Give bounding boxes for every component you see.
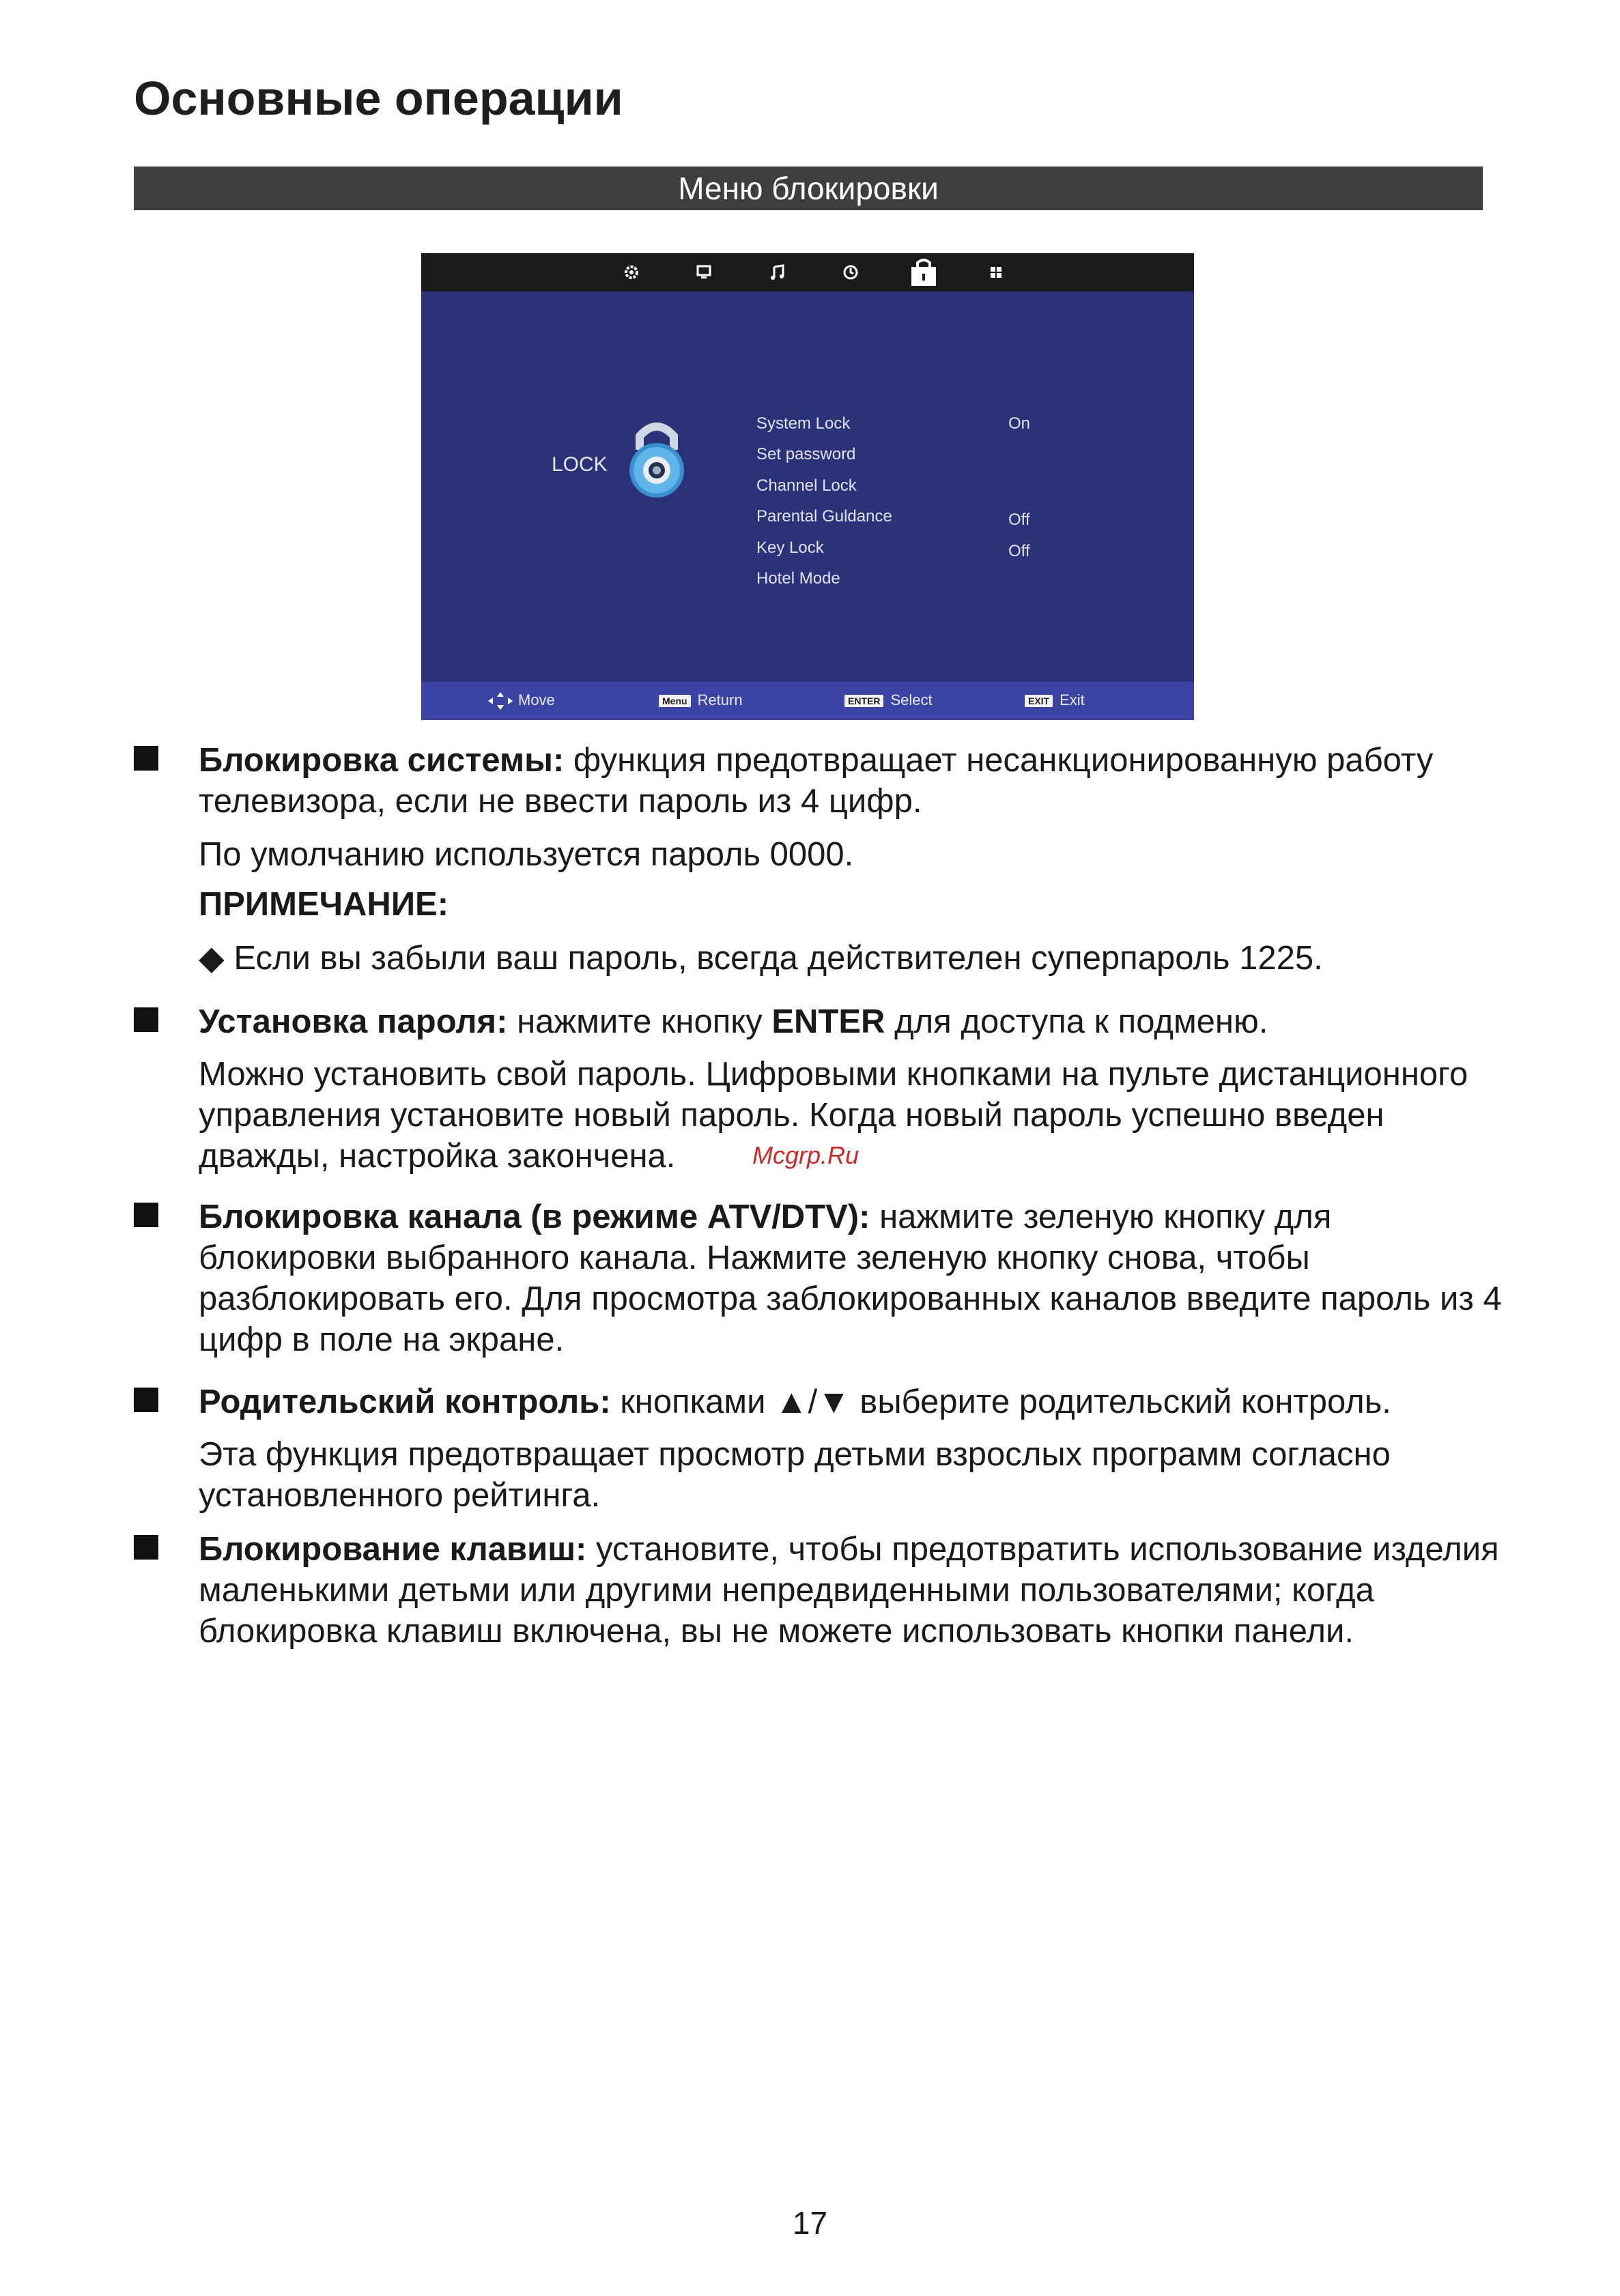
parental-guidance-value: Off <box>1008 511 1030 529</box>
parental-paragraph <box>199 1381 1509 1422</box>
note-text <box>199 938 1509 979</box>
menu-item-key-lock[interactable]: Key Lock <box>756 539 824 557</box>
menu-item-hotel-mode[interactable]: Hotel Mode <box>756 569 840 588</box>
bullet-square <box>134 1388 158 1412</box>
tv-menu-hint-bar <box>421 682 1194 720</box>
padlock-icon <box>619 414 694 499</box>
exit-hint-label: Exit <box>1060 691 1085 708</box>
menu-item-system-lock[interactable]: System Lock <box>756 414 851 433</box>
parental-text: кнопками ▲/▼ выберите родительский контроль. <box>610 1383 1391 1420</box>
return-hint <box>659 691 743 709</box>
exit-hint <box>1025 691 1085 709</box>
menu-key: Menu <box>659 695 691 707</box>
diamond-bullet: ◆ <box>199 940 225 977</box>
enter-key-label: ENTER <box>771 1003 885 1040</box>
key-lock-text: установите, чтобы предотвратить использование изделия маленькими детьми или другими непредвиденными пользователями; когда блокировка клавиш включена, вы не можете использовать кнопки панели. <box>199 1531 1499 1650</box>
monitor-icon[interactable] <box>690 261 717 283</box>
return-hint-label: Return <box>697 691 743 708</box>
move-hint <box>487 691 555 711</box>
parental-details: Эта функция предотвращает просмотр детьми взрослых программ согласно установленного рейтинга. <box>199 1436 1391 1514</box>
tv-lock-menu-screenshot <box>421 253 1194 720</box>
select-hint-label: Select <box>890 691 933 708</box>
key-lock-title: Блокирование клавиш: <box>199 1531 587 1568</box>
page-title: Основные операции <box>134 72 623 125</box>
set-password-text-b: для доступа к подменю. <box>885 1003 1268 1040</box>
channel-lock-text: нажмите зеленую кнопку для блокировки выбранного канала. Нажмите зеленую кнопку снова, чтобы разблокировать его. Для просмотра заблокированных каналов введите пароль из 4 цифр в поле на экране. <box>199 1199 1502 1358</box>
system-lock-text: функция предотвращает несанкционированную работу телевизора, если не ввести пароль из 4 цифр. <box>199 742 1434 820</box>
note-heading: ПРИМЕЧАНИЕ: <box>199 886 449 923</box>
set-password-paragraph <box>199 1001 1509 1042</box>
move-hint-label: Move <box>518 691 555 708</box>
system-lock-paragraph <box>199 740 1509 822</box>
key-lock-value: Off <box>1008 542 1030 560</box>
lock-category-label: LOCK <box>552 453 608 476</box>
default-password-text: По умолчанию используется пароль 0000. <box>199 836 854 873</box>
watermark: Mcgrp.Ru <box>752 1141 859 1169</box>
section-header: Меню блокировки <box>134 167 1483 210</box>
key-lock-paragraph <box>199 1529 1509 1652</box>
page-number: 17 <box>792 2205 828 2241</box>
set-password-details: Можно установить свой пароль. Цифровыми кнопками на пульте дистанционного управления установите новый пароль. Когда новый пароль успешно введен дважды, настройка закончена. <box>199 1056 1468 1175</box>
select-hint <box>844 691 933 709</box>
set-password-text-a: нажмите кнопку <box>507 1003 772 1040</box>
channel-lock-title: Блокировка канала (в режиме ATV/DTV): <box>199 1199 870 1235</box>
super-password-note: Если вы забыли ваш пароль, всегда действителен суперпароль 1225. <box>233 940 1323 977</box>
bullet-square <box>134 1535 158 1560</box>
bullet-square <box>134 1203 158 1227</box>
clock-icon[interactable] <box>837 261 864 283</box>
menu-item-set-password[interactable]: Set password <box>756 445 856 463</box>
system-lock-title: Блокировка системы: <box>199 742 565 779</box>
menu-item-channel-lock[interactable]: Channel Lock <box>756 476 857 495</box>
arrows-icon <box>487 691 514 711</box>
system-lock-value: On <box>1008 414 1031 433</box>
set-password-title: Установка пароля: <box>199 1003 508 1040</box>
exit-key: EXIT <box>1025 695 1053 707</box>
tv-menu-tab-bar <box>421 253 1194 291</box>
lock-icon[interactable] <box>909 256 939 289</box>
music-icon[interactable] <box>764 261 791 283</box>
channel-lock-paragraph <box>199 1196 1509 1360</box>
grid-icon[interactable] <box>982 261 1010 283</box>
parental-title: Родительский контроль: <box>199 1383 611 1420</box>
bullet-square <box>134 746 158 771</box>
bullet-square <box>134 1007 158 1032</box>
enter-key: ENTER <box>844 695 883 707</box>
menu-item-parental-guidance[interactable]: Parental Guldance <box>756 507 892 526</box>
gear-icon[interactable] <box>618 261 645 283</box>
